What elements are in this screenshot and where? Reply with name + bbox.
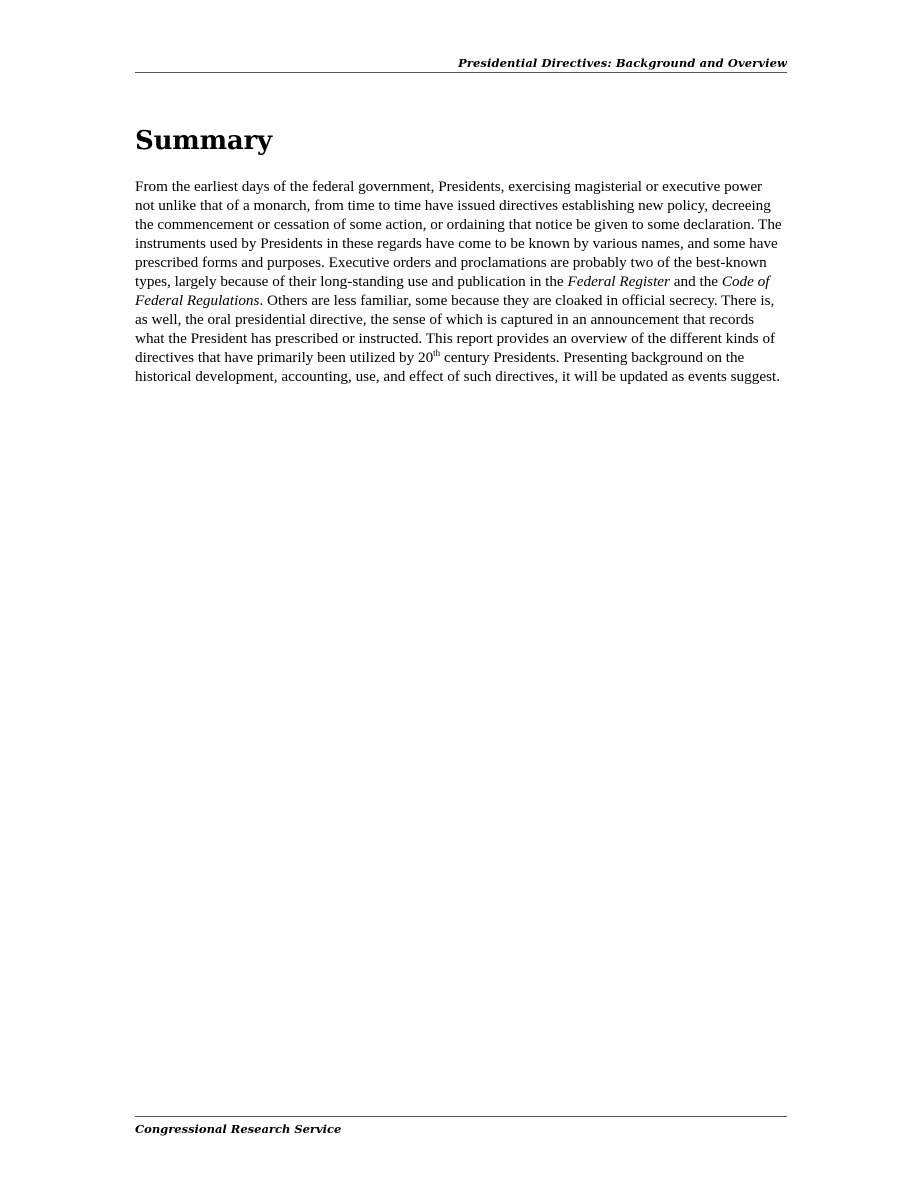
summary-text-part-4: century Presidents. Presenting background on the historical development, accounting, use, and effect of such directives, it will be updated as events suggest. [135,349,781,385]
ordinal-suffix: th [433,347,441,358]
summary-text-part-2: and the [669,273,722,290]
summary-paragraph [135,177,785,386]
summary-text-part-1: From the earliest days of the federal government, Presidents, exercising magisterial or executive power not unlike that of a monarch, from time to time have issued directives establishing new policy, decreeing the commencement or cessation of some action, or ordaining that notice be given to some declaration. The instruments used by Presidents in these regards have come to be known by various names, and some have prescribed forms and purposes. Executive orders and proclamations are probably two of the best-known types, largely because of their long-standing use and publication in the [135,178,782,290]
federal-register-title: Federal Register [567,273,670,290]
running-header-title: Presidential Directives: Background and Overview [458,56,787,70]
footer-organization: Congressional Research Service [135,1122,342,1136]
summary-heading: Summary [135,126,272,156]
summary-text-part-3: . Others are less familiar, some because they are cloaked in official secrecy. There is, as well, the oral presidential directive, the sense of which is captured in an announcement that records what the President has prescribed or instructed. This report provides an overview of the different kinds of directives that have primarily been utilized by 20 [135,292,776,366]
code-of-federal-regulations-title: Code of Federal Regulations [135,273,770,309]
footer-divider [135,1116,787,1117]
header-divider [135,72,787,73]
